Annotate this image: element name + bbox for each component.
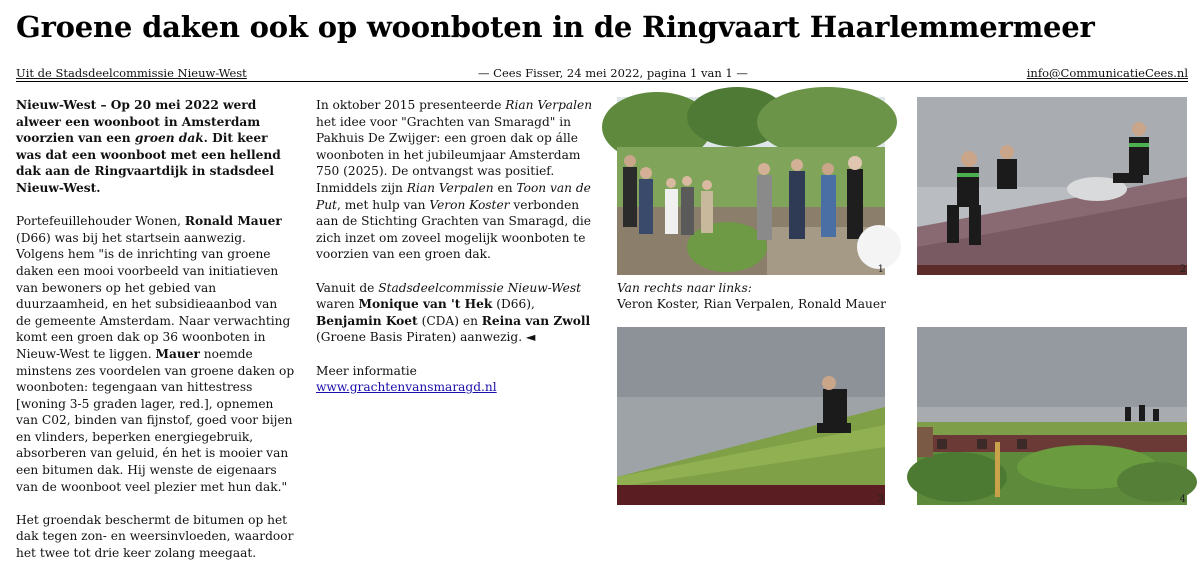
photo-group-on-jetty xyxy=(617,97,885,275)
body-paragraph xyxy=(316,280,601,346)
byline-bar xyxy=(16,66,1188,82)
body-text: Vanuit de xyxy=(316,280,379,295)
article-column-1 xyxy=(16,97,296,578)
body-text: (D66) was bij het startsein aanwezig. Volgens hem "is de inrichting van groene daken een mooi voorbeeld van initiatieven van bewoners op het gebied van duurzaamheid, en het subsidieaanbod van de gemeente Amsterdam. Naar verwachting komt een groen dak op 36 woonboten in Nieuw-West te liggen. xyxy=(16,230,291,361)
person-name: Rian Verpalen xyxy=(406,180,494,195)
photo-number: 2 xyxy=(1179,264,1186,275)
person-name: Reina van Zwoll xyxy=(481,313,591,328)
person-name: Monique van 't Hek xyxy=(358,297,493,312)
more-info xyxy=(316,363,601,396)
body-paragraph xyxy=(316,97,601,263)
lead-text-end: . Dit keer was dat een woonboot met een hellend dak aan de Ringvaartdijk in stadsdeel Nieuw-West. xyxy=(16,131,281,195)
body-paragraph xyxy=(16,213,296,495)
body-text: waren xyxy=(316,297,359,312)
person-name: Mauer xyxy=(155,346,200,361)
body-text: , met hulp van xyxy=(336,197,430,212)
person-name: Ronald Mauer xyxy=(184,214,282,229)
article-title: Groene daken ook op woonboten in de Ringvaart Haarlemmermeer xyxy=(16,10,1095,44)
body-text: noemde minstens zes voordelen van groene daken op woonboten: tegengaan van hittestress [woning 3-5 graden lager, red.], opnemen van C02, binden van fijnstof, goed voor bijen en vlinders, beperken energiegebruik, absorberen van geluid, én het is mooier van een bitumen dak. Hij wenste de eigenaars van de woonboot veel plezier met hun dak." xyxy=(16,346,295,494)
photo-caption xyxy=(617,281,897,312)
photo-green-roof-worker xyxy=(617,327,885,505)
source-label: Uit de Stadsdeelcommissie Nieuw-West xyxy=(16,66,247,80)
photo-number: 1 xyxy=(877,264,884,275)
caption-names: Veron Koster, Rian Verpalen, Ronald Mauer xyxy=(617,296,886,311)
body-text: (CDA) en xyxy=(417,313,482,328)
article-column-2 xyxy=(316,97,601,412)
caption-title: Van rechts naar links: xyxy=(617,281,752,295)
body-text: het idee voor "Grachten van Smaragd" in Pakhuis De Zwijger: een groen dak op álle woonboten in het jubileumjaar Amsterdam 750 (2025). De ontvangst was positief. Inmiddels zijn xyxy=(316,114,581,195)
body-text: (D66), xyxy=(492,297,535,312)
author-date-line: — Cees Fisser, 24 mei 2022, pagina 1 van 1 — xyxy=(478,66,748,80)
body-paragraph: Het groendak beschermt de bitumen op het dak tegen zon- en weersinvloeden, waardoor het twee tot drie keer zolang meegaat. xyxy=(16,512,294,561)
more-info-label: Meer informatie xyxy=(316,363,417,378)
body-text: verbonden aan de Stichting Grachten van Smaragd, die zich inzet om zoveel mogelijk woonboten te voorzien van een groen dak. xyxy=(316,197,592,262)
organization-name: Stadsdeelcommissie Nieuw-West xyxy=(378,280,581,295)
person-name: Rian Verpalen xyxy=(505,98,593,112)
person-name: Veron Koster xyxy=(429,197,510,212)
body-text: In oktober 2015 presenteerde xyxy=(316,98,506,112)
photo-houseboat-rooftops xyxy=(917,327,1187,505)
lead-paragraph xyxy=(16,97,296,197)
email-link[interactable]: info@CommunicatieCees.nl xyxy=(1026,66,1188,80)
body-text: en xyxy=(493,180,517,195)
lead-emphasis: groen dak xyxy=(134,131,204,146)
body-text: Portefeuillehouder Wonen, xyxy=(16,214,185,229)
photo-number: 4 xyxy=(1179,494,1186,505)
person-name: Benjamin Koet xyxy=(316,313,418,328)
photo-number: 3 xyxy=(877,494,884,505)
lead-text: Nieuw-West – Op 20 mei 2022 werd alweer een woonboot in Amsterdam voorzien van een xyxy=(16,98,261,146)
person-name: Toon van de Put xyxy=(316,180,591,212)
body-text: (Groene Basis Piraten) aanwezig. ◄ xyxy=(316,330,536,345)
website-link[interactable]: www.grachtenvansmaragd.nl xyxy=(316,380,497,395)
photo-workers-on-roof xyxy=(917,97,1187,275)
